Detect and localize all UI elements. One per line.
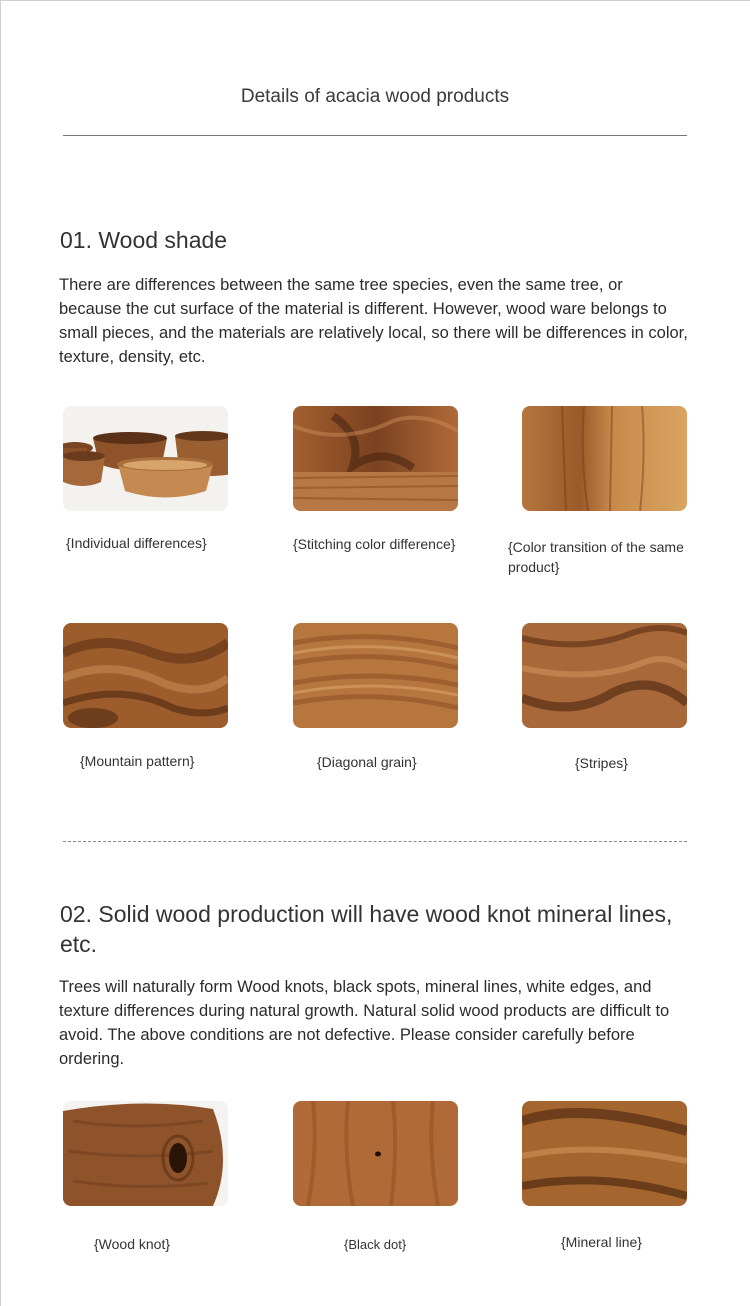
image-color-transition	[522, 406, 687, 511]
image-mineral-line	[522, 1101, 687, 1206]
image-individual-differences	[63, 406, 228, 511]
caption-stitching-color-difference: {Stitching color difference}	[293, 536, 456, 552]
caption-color-transition: {Color transition of the same product}	[508, 539, 684, 575]
image-diagonal-grain	[293, 623, 458, 728]
image-black-dot	[293, 1101, 458, 1206]
page-title: Details of acacia wood products	[240, 86, 510, 107]
image-stitching-color-difference	[293, 406, 458, 511]
section1-body: There are differences between the same tree species, even the same tree, or because the cut surface of the material is different. However, wood ware belongs to small pieces, and the materials are relatively local, so there will be differences in color, texture, density, etc.	[59, 276, 688, 366]
caption-mountain-pattern: {Mountain pattern}	[80, 753, 195, 769]
caption-individual-differences: {Individual differences}	[66, 535, 207, 551]
image-mountain-pattern	[63, 623, 228, 728]
section2-body: Trees will naturally form Wood knots, black spots, mineral lines, white edges, and texture differences during natural growth. Natural solid wood products are difficult to avoid. The above conditions are not defective. Please consider carefully before ordering.	[59, 978, 670, 1068]
caption-black-dot: {Black dot}	[344, 1237, 407, 1252]
title-divider	[63, 135, 687, 136]
image-wood-knot	[63, 1101, 228, 1206]
caption-diagonal-grain: {Diagonal grain}	[317, 754, 417, 770]
caption-wood-knot: {Wood knot}	[94, 1236, 171, 1252]
section2-heading: 02. Solid wood production will have wood knot mineral lines, etc.	[60, 901, 673, 957]
section-divider	[63, 841, 687, 842]
image-stripes	[522, 623, 687, 728]
caption-mineral-line: {Mineral line}	[561, 1234, 642, 1250]
section1-heading: 01. Wood shade	[60, 227, 228, 253]
caption-stripes: {Stripes}	[575, 755, 628, 771]
